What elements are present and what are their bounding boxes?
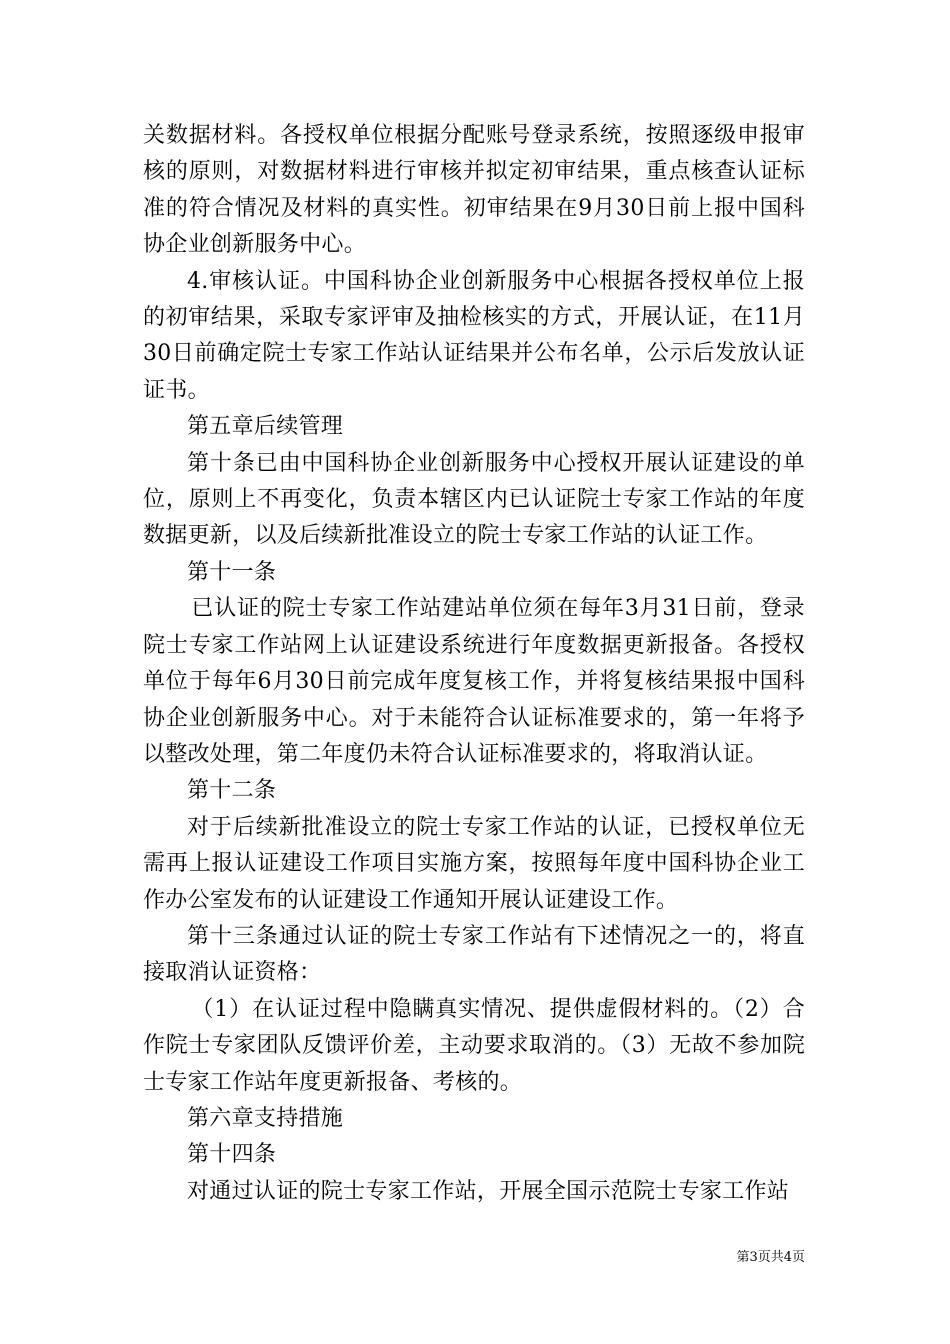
document-body [143, 118, 805, 1210]
paragraph-article-14: 对通过认证的院士专家工作站，开展全国示范院士专家工作站 [187, 1178, 790, 1204]
article-heading-11: 第十一条 [187, 559, 277, 585]
page-number-footer: 第3页共4页 [736, 1250, 805, 1265]
paragraph-article-12: 对于后续新批准设立的院士专家工作站的认证，已授权单位无需再上报认证建设工作项目实施方案，按照每年度中国科协企业工作办公室发布的认证建设工作通知开展认证建设工作。 [143, 814, 805, 913]
paragraph-article-10: 第十条已由中国科协企业创新服务中心授权开展认证建设的单位，原则上不再变化，负责本辖区内已认证院士专家工作站的年度数据更新，以及后续新批准设立的院士专家工作站的认证工作。 [143, 450, 805, 549]
paragraph-2: 4.审核认证。中国科协企业创新服务中心根据各授权单位上报的初审结果，采取专家评审及抽检核实的方式，开展认证，在11月30日前确定院士专家工作站认证结果并公布名单，公示后发放认证证书。 [143, 268, 805, 403]
paragraph-article-13-items: （1）在认证过程中隐瞒真实情况、提供虚假材料的。（2）合作院士专家团队反馈评价差，主动要求取消的。（3）无故不参加院士专家工作站年度更新报备、考核的。 [143, 996, 805, 1095]
chapter-heading-6: 第六章支持措施 [187, 1105, 344, 1131]
paragraph-1: 关数据材料。各授权单位根据分配账号登录系统，按照逐级申报审核的原则，对数据材料进行审核并拟定初审结果，重点核查认证标准的符合情况及材料的真实性。初审结果在9月30日前上报中国科协企业创新服务中心。 [143, 123, 805, 258]
article-heading-12: 第十二条 [187, 778, 277, 804]
chapter-heading-5: 第五章后续管理 [187, 414, 344, 440]
paragraph-article-13: 第十三条通过认证的院士专家工作站有下述情况之一的，将直接取消认证资格： [143, 923, 805, 986]
paragraph-article-11: 已认证的院士专家工作站建站单位须在每年3月31日前，登录院士专家工作站网上认证建设系统进行年度数据更新报备。各授权单位于每年6月30日前完成年度复核工作，并将复核结果报中国科协企业创新服务中心。对于未能符合认证标准要求的，第一年将予以整改处理，第二年度仍未符合认证标准要求的，将取消认证。 [143, 596, 805, 767]
article-heading-14: 第十四条 [187, 1142, 277, 1168]
